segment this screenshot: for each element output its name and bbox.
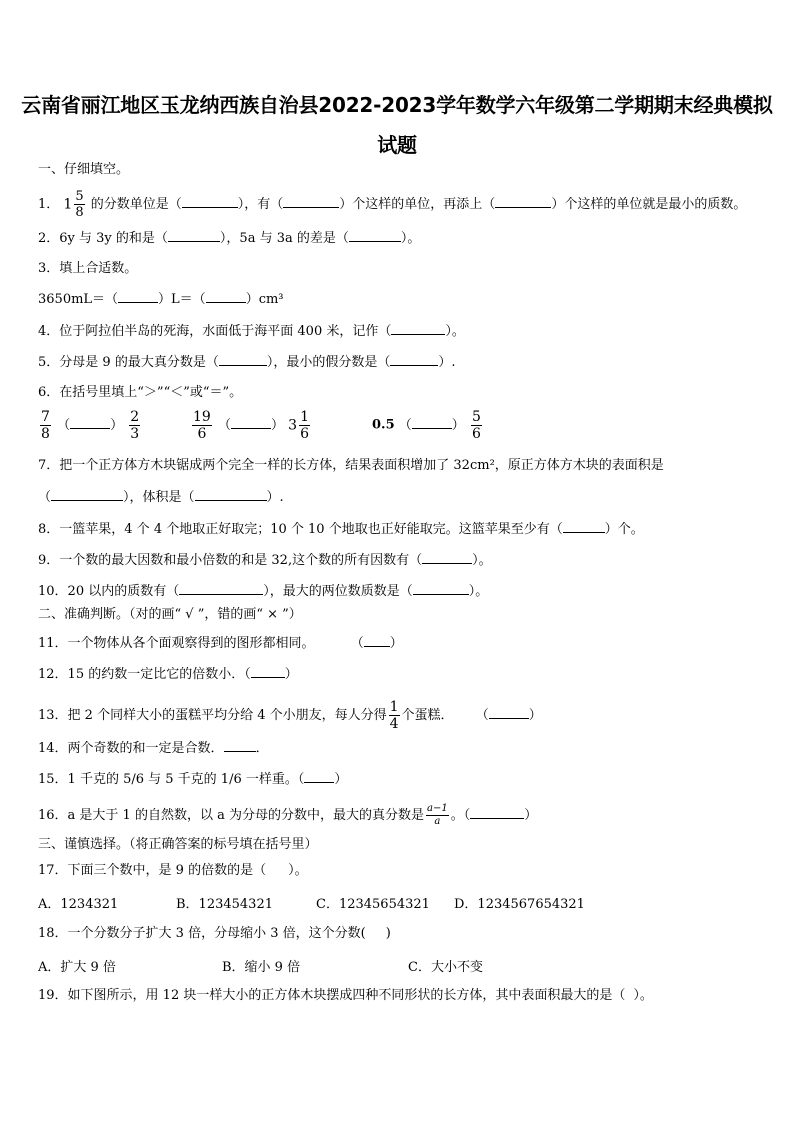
q10-text-1: 20 以内的质数有（ <box>67 584 180 599</box>
q7-text-3: ），体积是（ <box>123 490 195 505</box>
q6b-right-fraction <box>299 410 310 441</box>
question-17 <box>38 862 308 880</box>
section-heading-choice: 三、谨慎选择。（将正确答案的标号填在括号里） <box>38 837 318 852</box>
section-heading-judge: 二、准确判断。（对的画“ √ ”，错的画“ × ”） <box>38 607 302 622</box>
q1-blank-1[interactable] <box>182 195 238 208</box>
q9-text-2: ）。 <box>472 553 492 568</box>
q7-blank-2[interactable] <box>195 488 267 501</box>
q9-blank[interactable] <box>422 551 472 564</box>
q6c-close: ） <box>451 418 465 433</box>
q11-blank[interactable] <box>364 634 390 647</box>
question-2 <box>38 229 420 248</box>
q1-text-4: ）个这样的单位就是最小的质数。 <box>551 197 747 212</box>
q1-text-1: 的分数单位是（ <box>90 197 182 212</box>
q10-blank-2[interactable] <box>413 582 469 595</box>
q5-text-1: 分母是 9 的最大真分数是（ <box>59 355 219 370</box>
q2-text-3: ）。 <box>400 231 421 246</box>
q5-blank-2[interactable] <box>390 353 438 366</box>
q16-number: 16． <box>38 808 68 823</box>
q6-compare-b <box>190 410 312 441</box>
question-13 <box>38 700 542 731</box>
question-1 <box>38 190 746 219</box>
question-10 <box>38 582 488 601</box>
question-6 <box>38 384 242 402</box>
q6b-left-fraction <box>192 410 212 441</box>
q6c-open: （ <box>398 418 412 433</box>
q6a-blank[interactable] <box>70 416 110 429</box>
q6b-close: ） <box>270 418 284 433</box>
q14-number: 14． <box>38 741 68 756</box>
question-16 <box>38 804 537 827</box>
q6-compare-c <box>372 410 484 441</box>
q6c-right-den: 6 <box>471 426 481 442</box>
q6b-left-num: 19 <box>193 409 211 425</box>
q8-number: 8． <box>38 522 60 537</box>
q1-text-3: ）个这样的单位，再添上（ <box>339 197 496 212</box>
q6a-right-fraction <box>129 410 140 441</box>
q1-fraction <box>74 190 84 219</box>
q2-text-1: 6y 与 3y 的和是（ <box>59 231 168 246</box>
q6a-left-num: 7 <box>41 409 50 425</box>
q4-number: 4． <box>38 324 60 339</box>
question-9 <box>38 551 492 570</box>
q6a-left-fraction <box>40 410 51 441</box>
question-18 <box>38 925 391 943</box>
q13-blank[interactable] <box>489 706 529 719</box>
q13-numerator: 1 <box>389 699 399 715</box>
q16-blank[interactable] <box>470 806 524 819</box>
q13-text-1: 把 2 个同样大小的蛋糕平均分给 4 个小朋友，每人分得 <box>67 708 387 723</box>
q1-denominator: 8 <box>75 205 84 220</box>
q6a-right-den: 3 <box>130 426 140 442</box>
q6-compare-a <box>38 410 142 441</box>
q5-text-2: ），最小的假分数是（ <box>266 355 391 370</box>
q17-number: 17． <box>38 863 68 878</box>
q7-text-1: 把一个正方体方木块锯成两个完全一样的长方体，结果表面积增加了 32cm²，原正方体方木块的表面积是 <box>59 458 664 473</box>
q6b-open: （ <box>217 418 231 433</box>
q17-option-a[interactable]: A．1234321 <box>38 897 119 912</box>
q3-text-2: ）L＝（ <box>158 292 206 307</box>
q6b-right-den: 6 <box>300 426 309 442</box>
q1-numerator: 5 <box>75 189 84 204</box>
q7-blank-1[interactable] <box>51 488 123 501</box>
q10-text-2: ），最大的两位数质数是（ <box>263 584 413 599</box>
q8-blank[interactable] <box>563 520 605 533</box>
q7-text-4: ）. <box>266 490 284 505</box>
q6-text: 在括号里填上“＞”“＜”或“＝”。 <box>59 385 243 400</box>
q3-text: 填上合适数。 <box>59 261 138 276</box>
question-15 <box>38 770 347 789</box>
q13-fraction <box>389 700 400 731</box>
q18-option-c[interactable]: C．大小不变 <box>408 960 483 975</box>
question-7-cont <box>38 488 284 507</box>
q18-text-2: ) <box>385 926 391 941</box>
q12-number: 12． <box>38 667 68 682</box>
q6a-left-den: 8 <box>41 426 50 442</box>
q16-text-3: ） <box>524 808 538 823</box>
q14-text-1: 两个奇数的和一定是合数． <box>67 741 224 756</box>
q19-number: 19． <box>38 988 68 1003</box>
section-heading-fill: 一、仔细填空。 <box>38 162 130 177</box>
q12-text-1: 15 的约数一定比它的倍数小．（ <box>67 667 251 682</box>
q7-text-2: （ <box>38 490 52 505</box>
q15-blank[interactable] <box>304 770 334 783</box>
q17-text-1: 下面三个数中，是 9 的倍数的是（ <box>67 863 267 878</box>
q11-text-1: 一个物体从各个面观察得到的图形都相同。 <box>67 636 315 651</box>
q16-text-2: 。（ <box>450 808 471 823</box>
q3-text-1: 3650mL＝（ <box>38 292 119 307</box>
q18-number: 18． <box>38 926 68 941</box>
q16-denominator: a <box>434 816 441 827</box>
q6c-blank[interactable] <box>412 416 452 429</box>
q2-blank-1[interactable] <box>168 229 220 242</box>
q1-whole: 1 <box>63 196 73 213</box>
q4-blank[interactable] <box>391 322 445 335</box>
q1-blank-2[interactable] <box>283 195 339 208</box>
q3-blank-2[interactable] <box>206 290 246 303</box>
q17-option-b[interactable]: B．123454321 <box>176 897 273 912</box>
q17-option-c[interactable]: C．12345654321 <box>316 897 430 912</box>
question-19 <box>38 987 653 1005</box>
q6a-open: （ <box>57 418 71 433</box>
q11-close: ） <box>389 636 403 651</box>
q10-number: 10． <box>38 584 68 599</box>
q13-number: 13． <box>38 708 68 723</box>
title-line-1: 云南省丽江地区玉龙纳西族自治县2022-2023学年数学六年级第二学期期末经典模拟 <box>21 93 773 117</box>
question-5 <box>38 353 455 372</box>
question-7 <box>38 457 664 475</box>
q6a-close: ） <box>110 418 124 433</box>
q4-text-1: 位于阿拉伯半岛的死海，水面低于海平面 400 米，记作（ <box>59 324 392 339</box>
q6b-left-den: 6 <box>197 426 207 442</box>
q5-number: 5． <box>38 355 60 370</box>
q12-text-2: ） <box>284 667 298 682</box>
q16-numerator: a−1 <box>426 803 448 814</box>
q14-blank[interactable] <box>224 739 256 752</box>
q19-text-2: ）。 <box>633 988 653 1003</box>
q18-text-1: 一个分数分子扩大 3 倍，分母缩小 3 倍，这个分数( <box>67 926 366 941</box>
q11-number: 11． <box>38 636 68 651</box>
q3-text-3: ）cm³ <box>245 292 284 307</box>
title-line-2: 试题 <box>377 133 417 157</box>
q1-blank-3[interactable] <box>495 195 551 208</box>
question-4 <box>38 322 465 341</box>
q3-blank-1[interactable] <box>118 290 158 303</box>
q6b-right-whole: 3 <box>288 417 298 434</box>
q19-text-1: 如下图所示，用 12 块一样大小的正方体木块摆成四种不同形状的长方体，其中表面积最大的是（ <box>67 988 626 1003</box>
q8-text-2: ）个。 <box>604 522 644 537</box>
question-3 <box>38 260 137 278</box>
q4-text-2: ）。 <box>445 324 465 339</box>
q17-text-2: ）。 <box>288 863 308 878</box>
q14-text-2: ． <box>255 741 269 756</box>
q18-option-a[interactable]: A．扩大 9 倍 <box>38 960 116 975</box>
q6c-right-fraction <box>471 410 482 441</box>
q1-text-2: ），有（ <box>237 197 284 212</box>
q13-open: （ <box>475 708 489 723</box>
q5-text-3: ）. <box>438 355 456 370</box>
q15-number: 15． <box>38 772 68 787</box>
question-11 <box>38 634 403 653</box>
q6c-left-value: 0.5 <box>372 417 395 433</box>
q13-close: ） <box>528 708 542 723</box>
q6-number: 6． <box>38 385 60 400</box>
q13-denominator: 4 <box>389 716 399 732</box>
q6c-right-num: 5 <box>471 409 481 425</box>
q15-text-2: ） <box>334 772 348 787</box>
q2-text-2: ），5a 与 3a 的差是（ <box>219 231 349 246</box>
q10-text-3: ）。 <box>468 584 489 599</box>
q6b-blank[interactable] <box>231 416 271 429</box>
q18-option-b[interactable]: B．缩小 9 倍 <box>222 960 301 975</box>
q12-blank[interactable] <box>251 665 285 678</box>
question-3-units <box>38 290 284 309</box>
q15-text-1: 1 千克的 5/6 与 5 千克的 1/6 一样重。（ <box>67 772 305 787</box>
q16-fraction <box>426 804 449 827</box>
q16-text-1: a 是大于 1 的自然数，以 a 为分母的分数中，最大的真分数是 <box>67 808 424 823</box>
q9-text-1: 一个数的最大因数和最小倍数的和是 32,这个数的所有因数有（ <box>59 553 423 568</box>
q7-number: 7． <box>38 458 60 473</box>
q2-blank-2[interactable] <box>349 229 401 242</box>
q6b-right-num: 1 <box>300 409 309 425</box>
q3-number: 3． <box>38 261 60 276</box>
q5-blank-1[interactable] <box>219 353 267 366</box>
q1-number: 1． <box>38 197 60 212</box>
q11-open: （ <box>350 636 364 651</box>
q13-text-2: 个蛋糕． <box>401 708 454 723</box>
question-8 <box>38 520 644 539</box>
question-12 <box>38 665 298 684</box>
q2-number: 2． <box>38 231 60 246</box>
q17-option-d[interactable]: D．1234567654321 <box>454 897 585 912</box>
q8-text-1: 一篮苹果，4 个 4 个地取正好取完；10 个 10 个地取也正好能取完。这篮苹果至少有（ <box>59 522 563 537</box>
q10-blank-1[interactable] <box>179 582 263 595</box>
q6a-right-num: 2 <box>130 409 140 425</box>
q9-number: 9． <box>38 553 60 568</box>
question-14 <box>38 739 269 758</box>
